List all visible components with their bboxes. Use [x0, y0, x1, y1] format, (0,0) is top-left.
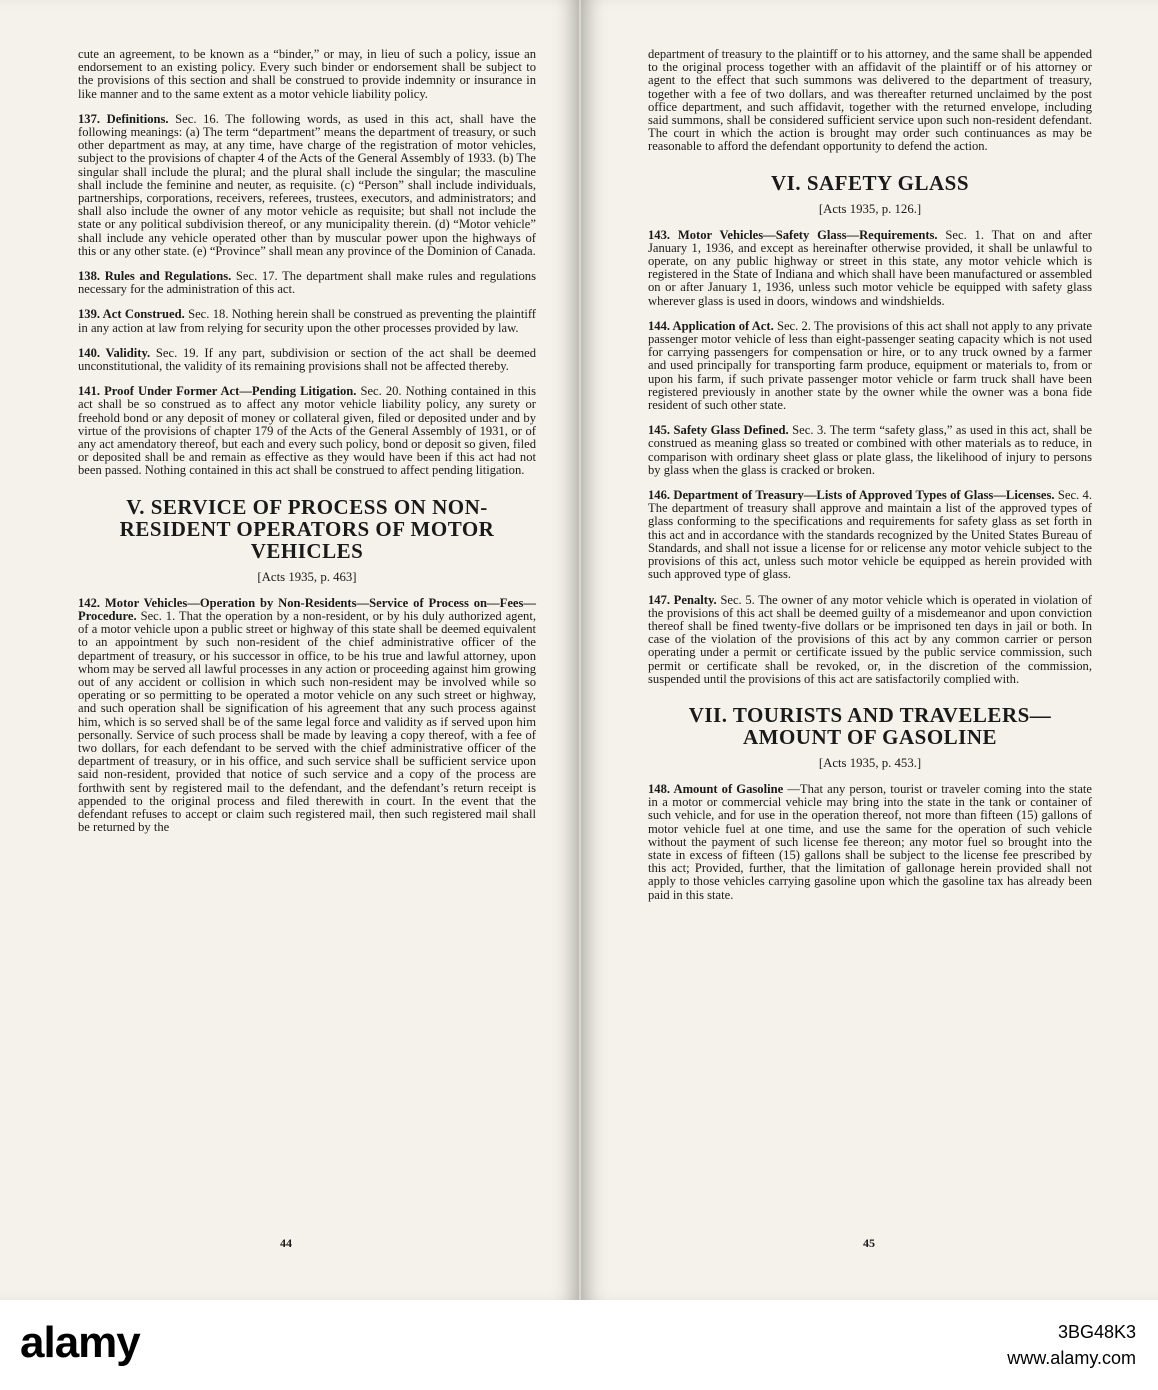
paragraph-heading: 141. Proof Under Former Act—Pending Litigation. [78, 384, 357, 399]
statute-paragraph [648, 594, 1092, 686]
section-citation-vii: [Acts 1935, p. 453.] [818, 755, 922, 770]
statute-paragraph [78, 48, 536, 101]
statute-paragraph [648, 489, 1092, 581]
alamy-logo: alamy [20, 1318, 140, 1367]
left-paragraphs-2 [78, 597, 536, 835]
statute-paragraph [78, 385, 536, 477]
paragraph-text: Sec. 1. That on and after January 1, 1936, and except as hereinafter otherwise provided, it shall be unlawful to operate, on any public highway or street in this state, any motor vehicle which is registered in the State of Indiana and which shall have been manufactured or assembled on or after January 1, 1936, unless such motor vehicle be equipped with safety glass wherever glass is used in doors, windows and windshields. [648, 227, 1092, 308]
paragraph-text: Sec. 18. Nothing herein shall be construed as preventing the plaintiff in any action at law from relying for security upon the other processes provided by law. [78, 307, 536, 335]
page-number-left: 44 [280, 1236, 292, 1250]
paragraph-text: Sec. 3. The term “safety glass,” as used in this act, shall be construed as meaning glass so treated or combined with other materials as to reduce, in comparison with ordinary sheet glass or plate glass, the likelihood of injury to persons by glass when the glass is cracked or broken. [648, 423, 1092, 477]
section-citation-v: [Acts 1935, p. 463] [257, 569, 357, 584]
paragraph-heading: 145. Safety Glass Defined. [648, 423, 789, 438]
paragraph-text: Sec. 1. That the operation by a non-resident, or by his duly authorized agent, of a motor vehicle upon a public street or highway of this state shall be deemed equivalent to an appointment by such non-resident of the chief administrative officer of the department of treasury, or his successor in office, to be his true and lawful attorney, upon whom may be served all lawful processes in any action or proceeding against him growing out of any accident or collision in which such non-resident may be involved while so operating or so permitting to be operated a motor vehicle on any such street or highway, and such operation shall be signification of his agreement that any such process against him, which is so served shall be of the same legal force and validity as if served upon him personally. Service of such process shall be made by leaving a copy thereof, with a fee of two dollars, for each defendant to be served with the chief administrative officer of the department of treasury, or in his office, and such service shall be sufficient service upon said non-resident, provided that notice of such service and a copy of the process are forthwith sent by registered mail to the defendant, and the defendant’s return receipt is appended to the original process and filed therewith in court. In the event that the defendant refuses to accept or claim such registered mail, then such registered mail shall be returned by the [78, 608, 536, 835]
right-paragraphs-3 [648, 783, 1092, 902]
paragraph-heading: 142. Motor Vehicles—Operation by Non-Residents—Service of Process on—Fees—Procedure. [78, 595, 536, 623]
right-page [581, 0, 1158, 1300]
paragraph-heading: 137. Definitions. [78, 111, 169, 126]
paragraph-text: department of treasury to the plaintiff or to his attorney, and the same shall be appended to the original process together with an affidavit of the plaintiff or of his attorney or agent to the effect that such summons was delivered to the department of treasury, together with a fee of two dollars, and was thereafter returned unclaimed by the post office department, and such affidavit, together with the returned envelope, including said summons, shall be considered sufficient service upon such non-resident defendant. The court in which the action is brought may order such continuances as may be reasonable to afford the defendant opportunity to defend the action. [648, 47, 1092, 154]
left-page-text [78, 48, 536, 846]
paragraph-text: Sec. 19. If any part, subdivision or section of the act shall be deemed unconstitutional, the validity of its remaining provisions shall not be affected thereby. [78, 345, 537, 374]
paragraph-heading: 146. Department of Treasury—Lists of Approved Types of Glass—Licenses. [648, 488, 1055, 503]
paragraph-text: Sec. 5. The owner of any motor vehicle which is operated in violation of the provisions of this act shall be deemed guilty of a misdemeanor and upon conviction thereof shall be fined twenty-five dollars or be imprisoned ten days in jail or both. In case of the violation of the provisions of this act by any common carrier or person operating under a permit or certificate issued by the public service commission, such permit or certificate shall be revoked, or, in the discretion of the commission, suspended until the provisions of this act are satisfactorily complied with. [648, 592, 1092, 686]
statute-paragraph [648, 783, 1092, 902]
paragraph-heading: 138. Rules and Regulations. [78, 269, 232, 284]
statute-paragraph [648, 229, 1092, 308]
statute-paragraph [648, 320, 1092, 412]
paragraph-heading: 139. Act Construed. [78, 307, 185, 322]
paragraph-text: cute an agreement, to be known as a “binder,” or may, in lieu of such a policy, issue an endorsement to an existing policy. Every such binder or endorsement shall be subject to the provisions of this section and shall be construed to provide indemnity or insurance in like manner and to the same extent as a motor vehicle liability policy. [78, 47, 536, 101]
watermark-url: www.alamy.com [1007, 1348, 1136, 1368]
right-paragraphs [648, 48, 1092, 154]
paragraph-heading: 148. Amount of Gasoline [648, 781, 784, 796]
paragraph-text: Sec. 20. Nothing contained in this act shall be so construed as to affect any motor vehicle liability policy, any surety or freehold bond or any deposit of money or collateral given, filed or deposited under and by virtue of the provisions of chapter 179 of the Acts of the General Assembly of 1931, or of any act amendatory thereof, but each and every such policy, bond or deposit so given, filed or deposited shall be and remain as effective as they would have been if this act had not been passed. Nothing contained in this act shall be construed to affect pending litigation. [78, 384, 537, 478]
paragraph-text: Sec. 4. The department of treasury shall approve and maintain a list of the approved types of glass conforming to the specifications and requirements for safety glass as set forth in this act and in accordance with the standards recognized by the United States Bureau of Standards, and shall not issue a license for or relicense any motor vehicle subject to the provisions of this act, unless such motor vehicle be equipped as herein provided with such approved type of glass. [648, 488, 1092, 582]
paragraph-heading: 144. Application of Act. [648, 318, 774, 333]
paragraph-heading: 147. Penalty. [648, 592, 717, 607]
right-paragraphs-2 [648, 229, 1092, 686]
statute-paragraph [78, 597, 536, 835]
right-page-text [648, 48, 1092, 914]
statute-paragraph [78, 113, 536, 258]
image-id: 3BG48K3 [1057, 1322, 1136, 1342]
section-title-vi: VI. SAFETY GLASS [770, 170, 970, 195]
paragraph-heading: 140. Validity. [78, 345, 151, 360]
page-number-right: 45 [863, 1236, 875, 1250]
statute-paragraph [648, 424, 1092, 477]
paragraph-text: —That any person, tourist or traveler coming into the state in a motor or commercial vehicle may bring into the state in the tank or container of such vehicle, and for use in the operation thereof, not more than fifteen (15) gallons of motor vehicle fuel at one time, and use the same for the operation of such vehicle without the payment of such license fee thereon; any motor fuel so brought into the state in excess of fifteen (15) gallons shall be subject to the license fee prescribed by this act; Provided, further, that the limitation of gallonage herein provided shall not apply to those vehicles carrying gasoline upon which the gasoline tax has already been paid in this state. [648, 781, 1093, 902]
statute-paragraph [648, 48, 1092, 154]
left-page [0, 0, 579, 1300]
section-citation-vi: [Acts 1935, p. 126.] [818, 201, 922, 216]
statute-paragraph [78, 270, 536, 296]
section-title-v: V. SERVICE OF PROCESS ON NON-RESIDENT OPERATORS OF MOTOR VEHICLES [119, 494, 495, 563]
section-title-vii: VII. TOURISTS AND TRAVELERS—AMOUNT OF GASOLINE [688, 702, 1052, 749]
statute-paragraph [78, 308, 536, 334]
statute-paragraph [78, 347, 536, 373]
paragraph-text: Sec. 16. The following words, as used in this act, shall have the following meanings: (a) The term “department” means the department of treasury, or such other department as may, at any time, have charge of the registration of motor vehicles, subject to the provisions of chapter 4 of the Acts of the General Assembly of 1933. (b) The singular shall include the plural; and the plural shall include the singular; the masculine shall include the feminine and neuter, as requisite. (c) “Person” shall include individuals, partnerships, corporations, receivers, referees, trustees, executors, and administrators; and shall also include the owner of any motor vehicle as requisite; but shall not include the state or any political subdivision thereof, or any municipality therein. (d) “Motor vehicle” shall include any vehicle operated other than by muscular power upon the highways of this or any other state. (e) “Province” shall mean any province of the Dominion of Canada. [78, 111, 536, 258]
left-paragraphs [78, 48, 536, 478]
paragraph-heading: 143. Motor Vehicles—Safety Glass—Requirements. [648, 227, 938, 242]
stock-watermark-bar [0, 1300, 1158, 1390]
paragraph-text: Sec. 17. The department shall make rules and regulations necessary for the administration of this act. [78, 269, 536, 297]
paragraph-text: Sec. 2. The provisions of this act shall not apply to any private passenger motor vehicle of less than eight-passenger seating capacity which is not used for carrying passengers for compensation or hire, or to any truck owned by a farmer and used principally for transporting farm produce, equipment or materials to, from or upon his farm, if such private passenger motor vehicle or farm truck shall have been registered previously in another state by the owner while the owner was a bona fide resident of such other state. [648, 318, 1093, 413]
